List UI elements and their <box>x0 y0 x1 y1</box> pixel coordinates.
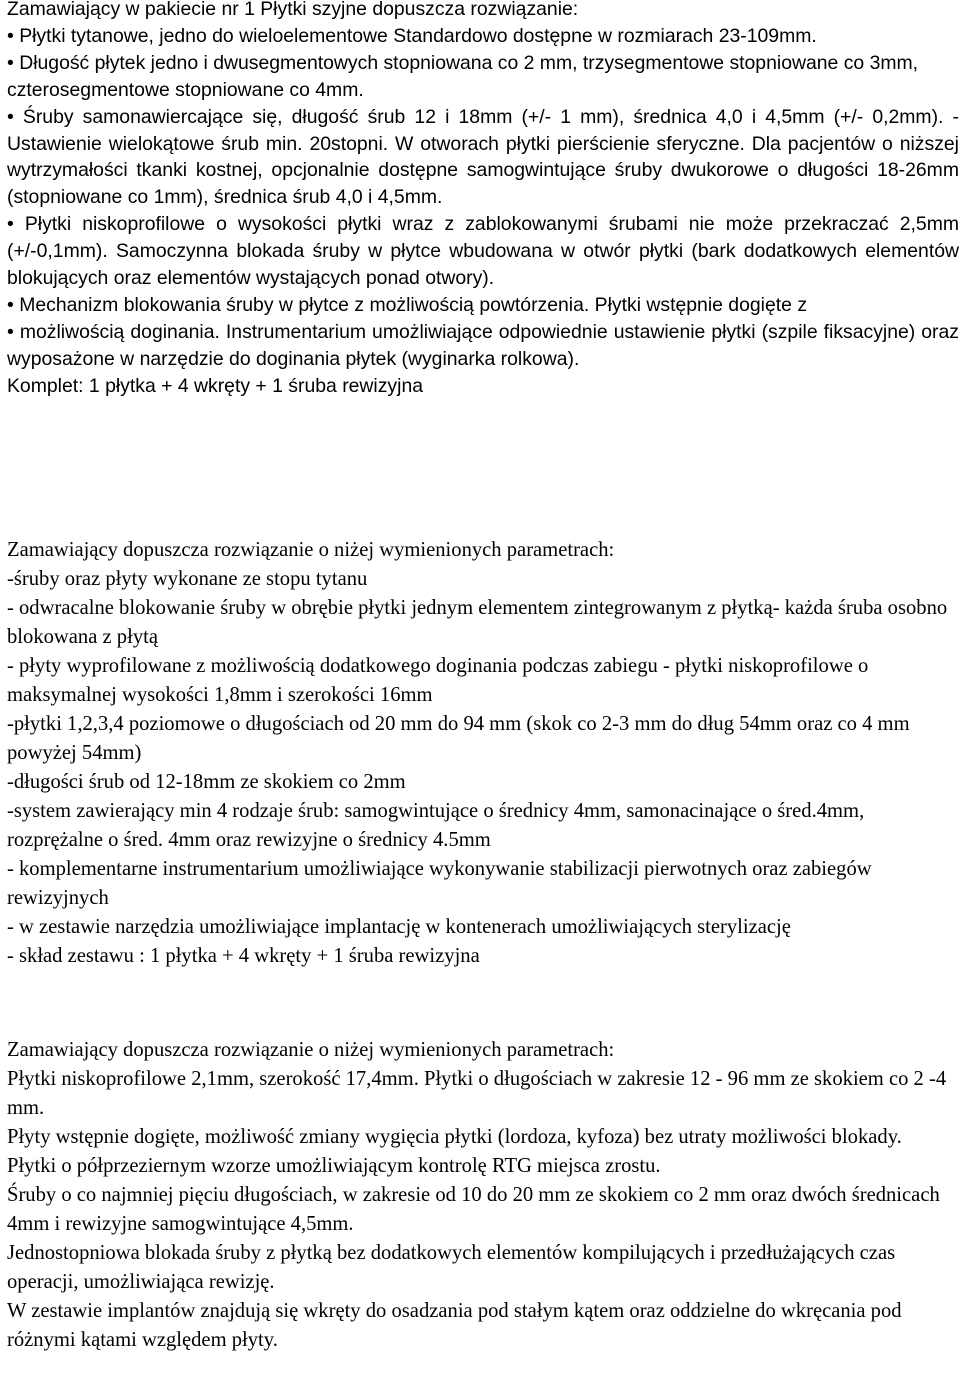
list-item: Śruby o co najmniej pięciu długościach, w zakresie od 10 do 20 mm ze skokiem co 2 mm oraz dwóch średnicach 4mm i rewizyjne samogwintujące 4,5mm. <box>7 1184 940 1235</box>
list-item: - skład zestawu : 1 płytka + 4 wkręty + 1 śruba rewizyjna <box>7 945 480 967</box>
paragraph: • Płytki tytanowe, jedno do wieloelementowe Standardowo dostępne w rozmiarach 23-109mm. <box>7 23 959 50</box>
paragraph: Komplet: 1 płytka + 4 wkręty + 1 śruba rewizyjna <box>7 374 424 397</box>
paragraph: • Płytki niskoprofilowe o wysokości płytki wraz z zablokowanymi śrubami nie może przekraczać 2,5mm (+/-0,1mm). Samoczynna blokada śruby w płytce wbudowana w otwór płytki (bark dodatkowych elementów blokujących oraz elementów wystających ponad otwory). <box>7 211 959 292</box>
list-item: Płyty wstępnie dogięte, możliwość zmiany wygięcia płytki (lordoza, kyfoza) bez utraty możliwości blokady. <box>7 1126 902 1148</box>
list-item: - płyty wyprofilowane z możliwością dodatkowego doginania podczas zabiegu - płytki niskoprofilowe o maksymalnej wysokości 1,8mm i szerokości 16mm <box>7 655 869 706</box>
list-item: Płytki o półprzeziernym wzorze umożliwiającym kontrolę RTG miejsca zrostu. <box>7 1155 661 1177</box>
list-item: W zestawie implantów znajdują się wkręty do osadzania pod stałym kątem oraz oddzielne do wkręcania pod różnymi kątami względem płyty. <box>7 1300 902 1351</box>
section-alternative-1 <box>7 536 959 971</box>
section-package-1 <box>7 0 959 400</box>
list-item: - w zestawie narzędzia umożliwiające implantację w kontenerach umożliwiających sterylizację <box>7 916 791 938</box>
section-heading: Zamawiający w pakiecie nr 1 Płytki szyjne dopuszcza rozwiązanie: <box>7 0 579 20</box>
section-heading: Zamawiający dopuszcza rozwiązanie o niżej wymienionych parametrach: <box>7 1039 615 1061</box>
section-heading: Zamawiający dopuszcza rozwiązanie o niżej wymienionych parametrach: <box>7 539 615 561</box>
list-item: -system zawierający min 4 rodzaje śrub: samogwintujące o średnicy 4mm, samonacinające o śred.4mm, rozprężalne o śred. 4mm oraz rewizyjne o średnicy 4.5mm <box>7 800 865 851</box>
paragraph: • możliwością doginania. Instrumentarium umożliwiające odpowiednie ustawienie płytki (szpile fiksacyjne) oraz wyposażone w narzędzie do doginania płytek (wyginarka rolkowa). <box>7 319 959 373</box>
list-item: -płytki 1,2,3,4 poziomowe o długościach od 20 mm do 94 mm (skok co 2-3 mm do dług 54mm oraz co 4 mm powyżej 54mm) <box>7 713 910 764</box>
list-item: -długości śrub od 12-18mm ze skokiem co 2mm <box>7 771 406 793</box>
list-item: Płytki niskoprofilowe 2,1mm, szerokość 17,4mm. Płytki o długościach w zakresie 12 - 96 mm ze skokiem co 2 -4 mm. <box>7 1068 947 1119</box>
list-item: Jednostopniowa blokada śruby z płytką bez dodatkowych elementów kompilujących i przedłużających czas operacji, umożliwiająca rewizję. <box>7 1242 896 1293</box>
paragraph: • Mechanizm blokowania śruby w płytce z możliwością powtórzenia. Płytki wstępnie dogięte z <box>7 292 959 319</box>
paragraph: • Długość płytek jedno i dwusegmentowych stopniowana co 2 mm, trzysegmentowe stopniowane co 3mm, czterosegmentowe stopniowane co 4mm. <box>7 50 959 104</box>
section-alternative-2 <box>7 1036 959 1355</box>
list-item: - odwracalne blokowanie śruby w obrębie płytki jednym elementem zintegrowanym z płytką- każda śruba osobno blokowana z płytą <box>7 597 948 648</box>
list-item: -śruby oraz płyty wykonane ze stopu tytanu <box>7 568 368 590</box>
paragraph: • Śruby samonawiercające się, długość śrub 12 i 18mm (+/- 1 mm), średnica 4,0 i 4,5mm (+/- 0,2mm). - Ustawienie wielokątowe śrub min. 20stopni. W otworach płytki pierścienie sferyczne. Dla pacjentów o niższej wytrzymałości tkanki kostnej, opcjonalnie dostępne samogwintujące śruby dwukorowe o długości 18-26mm (stopniowane co 1mm), średnica śrub 4,0 i 4,5mm. <box>7 104 959 212</box>
list-item: - komplementarne instrumentarium umożliwiające wykonywanie stabilizacji pierwotnych oraz zabiegów rewizyjnych <box>7 858 872 909</box>
